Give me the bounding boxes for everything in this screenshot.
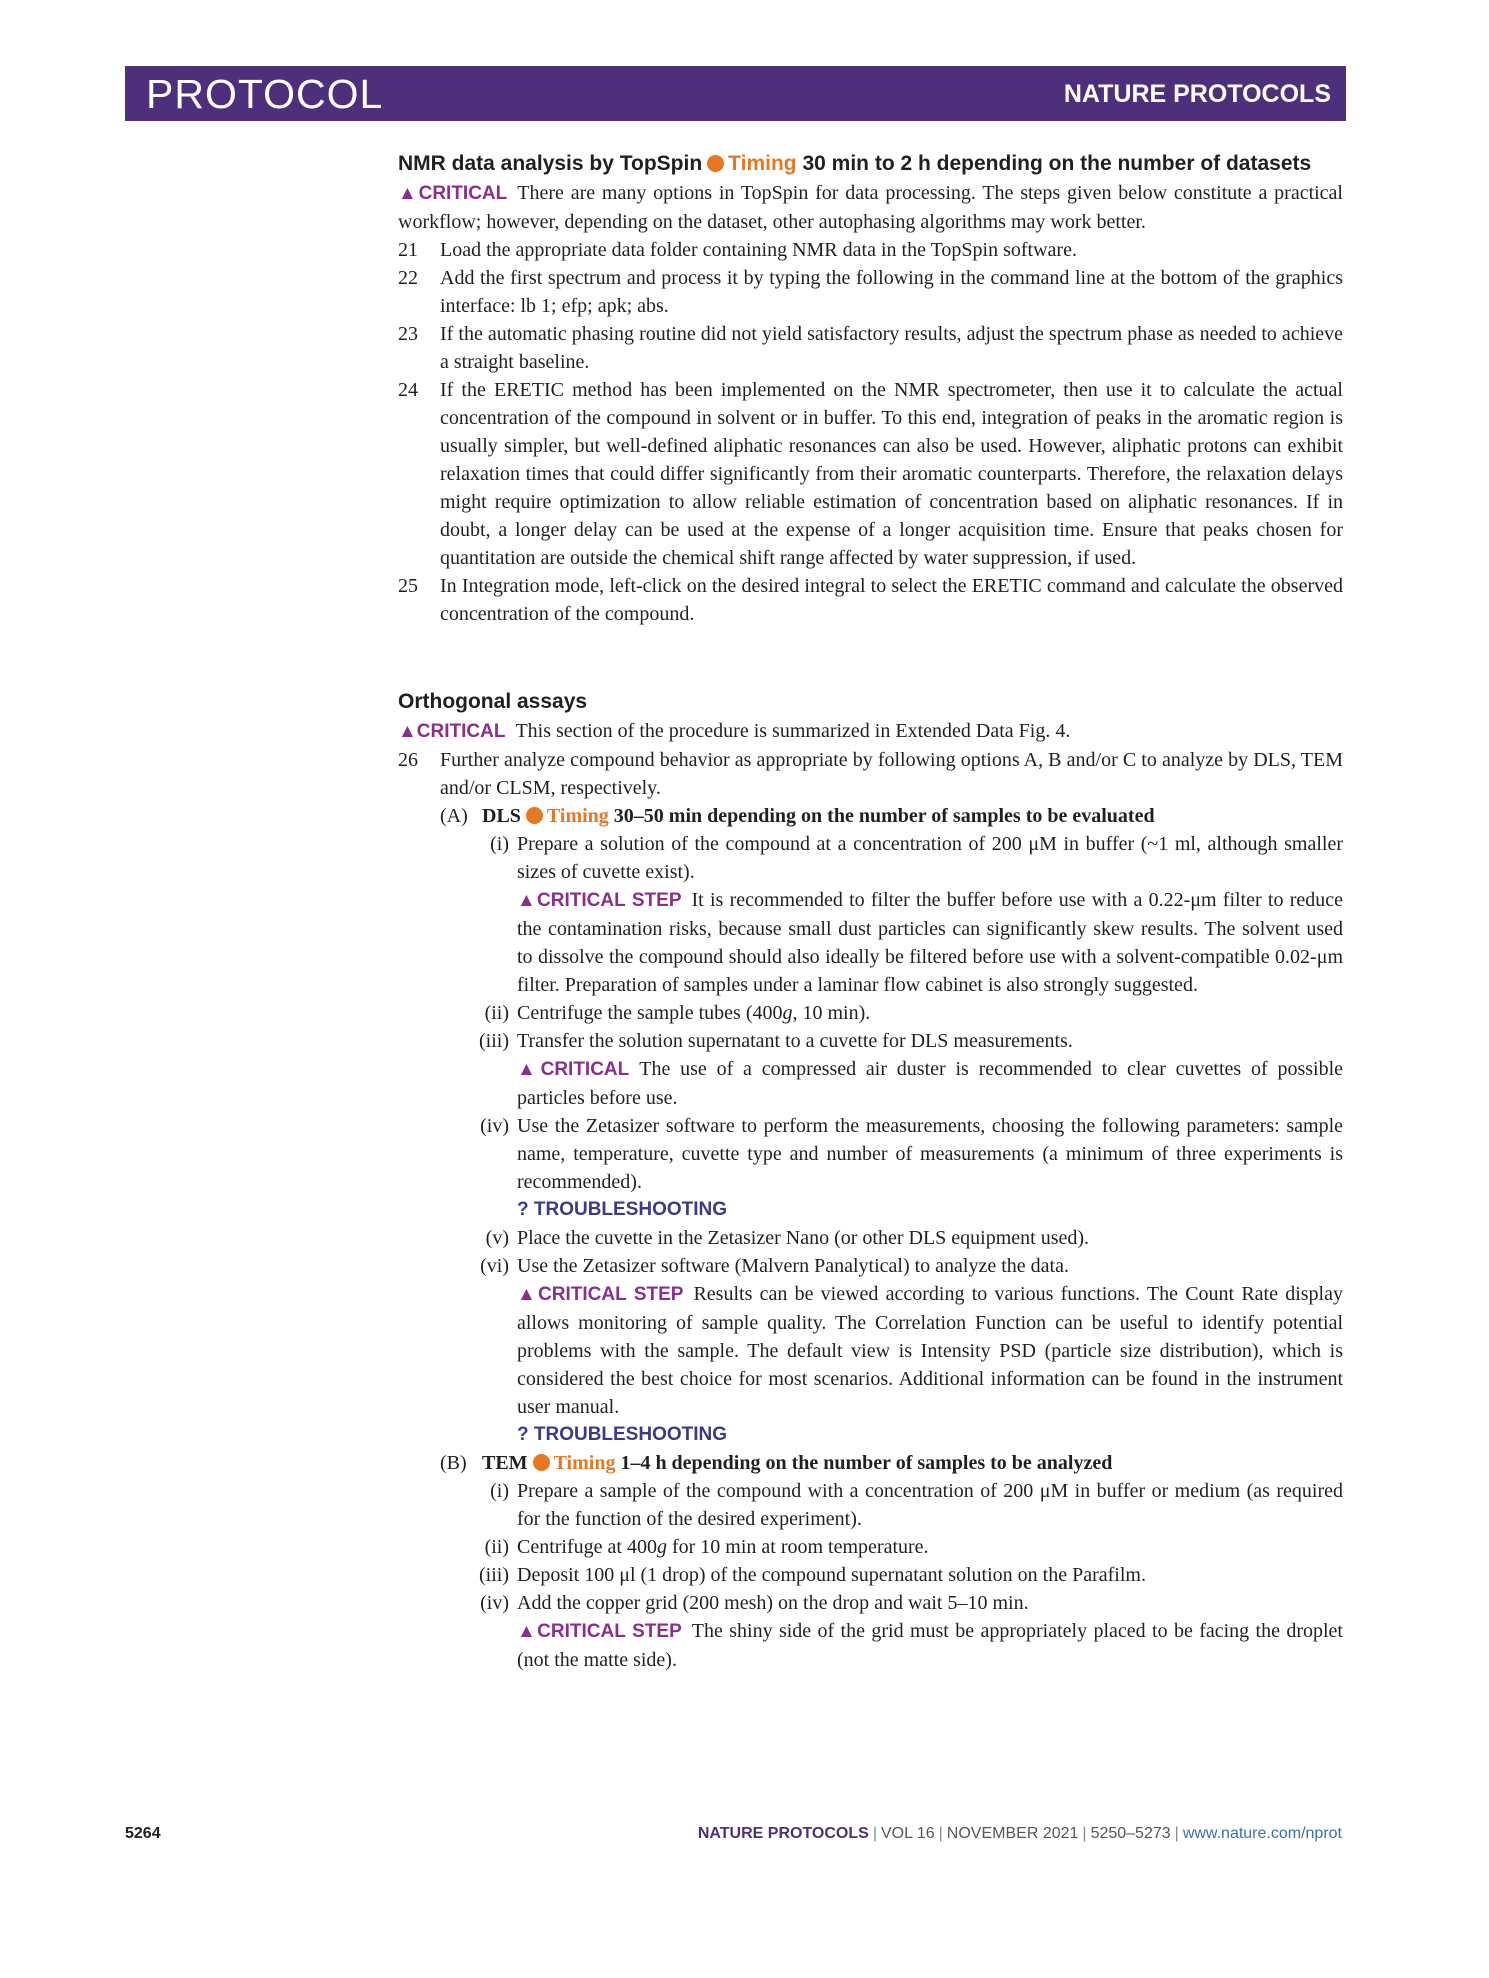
step-number: 26 — [398, 749, 418, 771]
critical-text: This section of the procedure is summarized in Extended Data Fig. 4. — [515, 720, 1071, 742]
critical-text: The use of a compressed air duster is recommended to clear cuvettes of possible particles before use. — [517, 1058, 1343, 1109]
critical-label: ▲CRITICAL — [398, 183, 508, 204]
ortho-title: Orthogonal assays — [398, 690, 588, 713]
substep-critical — [517, 1055, 1343, 1112]
option-name: DLS — [482, 805, 521, 827]
option-timing-label: Timing — [546, 805, 609, 827]
critical-step-label: ▲CRITICAL STEP — [517, 1284, 684, 1305]
substep-text: Centrifuge at 400g for 10 min at room temperature. — [517, 1536, 929, 1558]
page-number: 5264 — [125, 1825, 161, 1842]
footer-url[interactable]: www.nature.com/nprot — [1182, 1825, 1342, 1842]
substep-text: Transfer the solution supernatant to a cuvette for DLS measurements. — [517, 1030, 1073, 1052]
footer-journal: NATURE PROTOCOLS — [697, 1825, 869, 1842]
step-number: 21 — [398, 239, 418, 261]
option-b-heading — [440, 1449, 1343, 1477]
nmr-heading — [398, 148, 1343, 179]
option-timing-value: 30–50 min depending on the number of samples to be evaluated — [613, 805, 1155, 827]
main-content — [398, 148, 1343, 1674]
step-23 — [398, 320, 1343, 376]
substep-text: Place the cuvette in the Zetasizer Nano (or other DLS equipment used). — [517, 1227, 1090, 1249]
nmr-timing-label: Timing — [728, 152, 797, 175]
section-label: PROTOCOL — [146, 71, 384, 117]
substep-text: Add the copper grid (200 mesh) on the drop and wait 5–10 min. — [517, 1592, 1029, 1614]
option-a-step-vi — [398, 1252, 1343, 1449]
critical-step-text: The shiny side of the grid must be appropriately placed to be facing the droplet (not the matte side). — [517, 1620, 1343, 1671]
substep-text: Deposit 100 μl (1 drop) of the compound supernatant solution on the Parafilm. — [517, 1564, 1146, 1586]
substep-number: (ii) — [484, 1002, 509, 1024]
step-number: 25 — [398, 575, 418, 597]
option-timing-value: 1–4 h depending on the number of samples to be analyzed — [620, 1452, 1113, 1474]
journal-label: NATURE PROTOCOLS — [1063, 80, 1331, 108]
page-footer — [125, 1825, 1346, 1849]
section-gap — [398, 628, 1343, 686]
substep-text: Prepare a solution of the compound at a concentration of 200 μM in buffer (~1 ml, although smaller sizes of cuvette exist). — [517, 833, 1343, 883]
critical-text: There are many options in TopSpin for data processing. The steps given below constitute a practical workflow; however, depending on the dataset, other autophasing algorithms may work better. — [398, 182, 1343, 233]
ortho-critical — [398, 717, 1343, 746]
substep-number: (i) — [490, 1480, 509, 1502]
substep-critical — [517, 1280, 1343, 1421]
substep-number: (ii) — [484, 1536, 509, 1558]
option-a-step-v — [398, 1224, 1343, 1252]
substep-text: Prepare a sample of the compound with a concentration of 200 μM in buffer or medium (as required for the function of the desired experiment). — [517, 1480, 1343, 1530]
step-text: If the automatic phasing routine did not yield satisfactory results, adjust the spectrum phase as needed to achieve a straight baseline. — [440, 323, 1343, 373]
option-timing-label: Timing — [553, 1452, 616, 1474]
option-label: (A) — [440, 805, 468, 827]
option-a-step-i — [398, 830, 1343, 999]
substep-number: (iv) — [480, 1592, 509, 1614]
timing-dot-icon — [533, 1454, 550, 1471]
step-text: Load the appropriate data folder containing NMR data in the TopSpin software. — [440, 239, 1077, 261]
step-text: Further analyze compound behavior as appropriate by following options A, B and/or C to analyze by DLS, TEM and/or CLSM, respectively. — [440, 749, 1343, 799]
journal-reference: NATURE PROTOCOLS | VOL 16 | NOVEMBER 2021 | 5250–5273 | www.nature.com/nprot — [697, 1825, 1342, 1842]
step-number: 22 — [398, 267, 418, 289]
footer-volume: VOL 16 — [880, 1825, 935, 1842]
troubleshooting-link[interactable]: ? TROUBLESHOOTING — [517, 1424, 728, 1445]
substep-number: (v) — [485, 1227, 509, 1249]
option-b-step-ii — [398, 1533, 1343, 1561]
step-21 — [398, 236, 1343, 264]
nmr-timing-value: 30 min to 2 h depending on the number of datasets — [802, 152, 1312, 175]
ortho-heading — [398, 686, 1343, 717]
critical-step-text: Results can be viewed according to various functions. The Count Rate display allows monitoring of sample quality. The Correlation Function can be useful to identify potential problems with the sample. The default view is Intensity PSD (particle size distribution), which is considered the best choice for most scenarios. Additional information can be found in the instrument user manual. — [517, 1283, 1343, 1418]
option-a-step-iii — [398, 1027, 1343, 1112]
critical-step-label: ▲CRITICAL STEP — [517, 1621, 682, 1642]
substep-number: (iii) — [479, 1564, 509, 1586]
option-b-step-i — [398, 1477, 1343, 1533]
troubleshooting-link[interactable]: ? TROUBLESHOOTING — [517, 1199, 728, 1220]
substep-critical — [517, 886, 1343, 999]
option-title — [482, 1449, 1112, 1477]
footer-date: NOVEMBER 2021 — [946, 1825, 1079, 1842]
step-number: 23 — [398, 323, 418, 345]
header-banner — [125, 66, 1346, 121]
footer-pages: 5250–5273 — [1090, 1825, 1171, 1842]
timing-dot-icon — [526, 807, 543, 824]
nmr-critical — [398, 179, 1343, 236]
timing-dot-icon — [707, 155, 724, 172]
option-a-step-ii — [398, 999, 1343, 1027]
option-b-step-iv — [398, 1589, 1343, 1674]
critical-label: ▲CRITICAL — [398, 721, 506, 742]
critical-label: ▲CRITICAL — [517, 1059, 630, 1080]
step-text: If the ERETIC method has been implemented on the NMR spectrometer, then use it to calculate the actual concentration of the compound in solvent or in buffer. To this end, integration of peaks in the aromatic region is usually simpler, but well-defined aliphatic resonances can also be used. However, aliphatic protons can exhibit relaxation times that could differ significantly from their aromatic counterparts. Therefore, the relaxation delays might require optimization to allow reliable estimation of concentration based on aliphatic resonances. If in doubt, a longer delay can be used at the expense of a longer acquisition time. Ensure that peaks chosen for quantitation are outside the chemical shift range affected by water suppression, if used. — [440, 379, 1343, 569]
substep-text: Centrifuge the sample tubes (400g, 10 min). — [517, 1002, 871, 1024]
substep-text: Use the Zetasizer software to perform the measurements, choosing the following parameters: sample name, temperature, cuvette type and number of measurements (a minimum of three experiments is recommended). — [517, 1115, 1343, 1193]
nmr-title: NMR data analysis by TopSpin — [398, 152, 703, 175]
step-26 — [398, 746, 1343, 802]
substep-text: Use the Zetasizer software (Malvern Panalytical) to analyze the data. — [517, 1255, 1069, 1277]
option-title — [482, 802, 1155, 830]
substep-number: (vi) — [480, 1255, 509, 1277]
substep-number: (iii) — [479, 1030, 509, 1052]
critical-step-label: ▲CRITICAL STEP — [517, 890, 682, 911]
substep-critical — [517, 1617, 1343, 1674]
step-25 — [398, 572, 1343, 628]
step-24 — [398, 376, 1343, 572]
option-label: (B) — [440, 1452, 467, 1474]
step-text: In Integration mode, left-click on the desired integral to select the ERETIC command and calculate the observed concentration of the compound. — [440, 575, 1343, 625]
option-a-heading — [440, 802, 1343, 830]
step-number: 24 — [398, 379, 418, 401]
critical-step-text: It is recommended to filter the buffer before use with a 0.22-μm filter to reduce the contamination risks, because small dust particles can significantly skew results. The solvent used to dissolve the compound should also ideally be filtered before use with a solvent-compatible 0.02-μm filter. Preparation of samples under a laminar flow cabinet is also strongly suggested. — [517, 889, 1343, 996]
step-text: Add the first spectrum and process it by typing the following in the command line at the bottom of the graphics interface: lb 1; efp; apk; abs. — [440, 267, 1343, 317]
step-22 — [398, 264, 1343, 320]
option-name: TEM — [482, 1452, 528, 1474]
option-b-step-iii — [398, 1561, 1343, 1589]
option-a-step-iv — [398, 1112, 1343, 1224]
substep-number: (i) — [490, 833, 509, 855]
substep-number: (iv) — [480, 1115, 509, 1137]
